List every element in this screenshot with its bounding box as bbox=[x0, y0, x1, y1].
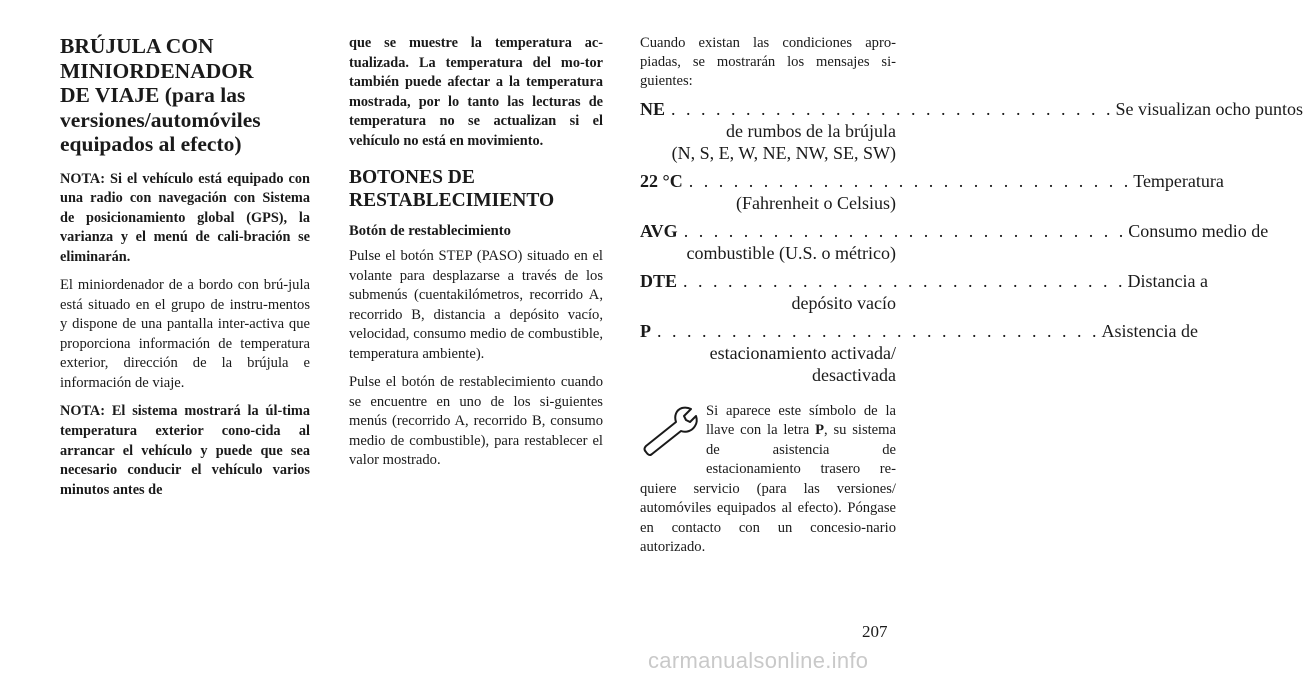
column-1 bbox=[60, 34, 310, 509]
title-line: versiones/automóviles bbox=[60, 107, 261, 132]
message-desc-cont: (Fahrenheit o Celsius) bbox=[736, 192, 896, 213]
message-term: 22 °C bbox=[640, 170, 683, 191]
message-item bbox=[640, 320, 1198, 386]
message-desc: Temperatura bbox=[1133, 170, 1224, 191]
page-number: 207 bbox=[862, 622, 888, 641]
wrench-text-cont: , su sistema de asistencia de estacionamiento trasero re-quiere servicio (para las versiones/ automóviles equipados al efecto). Póngase en contacto con un concesio-nario autorizado. bbox=[640, 422, 896, 556]
message-item bbox=[640, 270, 1208, 314]
leader-dots: . . . . . . . . . . . . . . . . . . . . . . . . . . . . . . bbox=[657, 320, 1100, 341]
message-term: AVG bbox=[640, 220, 678, 241]
note-temperature: NOTA: El sistema mostrará la úl-tima temperatura exterior cono-cida al arrancar el vehículo y puede que sea necesario conducir el vehículo varios minutos antes de bbox=[60, 403, 310, 498]
column-2 bbox=[349, 34, 603, 480]
message-term: DTE bbox=[640, 270, 678, 291]
message-term: NE bbox=[640, 98, 666, 119]
paragraph-step-button: Pulse el botón STEP (PASO) situado en el volante para desplazarse a través de los submenús (cuentakilómetros, recorrido A, recorrido B, distancia a depósito vacío, velocidad, consumo medio de combustible, temperatura ambiente). bbox=[349, 248, 603, 362]
column-3 bbox=[640, 34, 1303, 558]
section-title bbox=[60, 34, 310, 157]
title-line: equipados al efecto) bbox=[60, 132, 242, 156]
watermark: carmanualsonline.info bbox=[648, 648, 869, 673]
message-desc-cont: estacionamiento activada/ bbox=[709, 342, 896, 363]
wrench-warning-paragraph bbox=[640, 402, 896, 558]
section-heading bbox=[349, 166, 603, 212]
message-desc-cont: combustible (U.S. o métrico) bbox=[686, 242, 896, 263]
leader-dots: . . . . . . . . . . . . . . . . . . . . . . . . . . . . . . bbox=[688, 170, 1132, 191]
message-term: P bbox=[640, 320, 651, 341]
message-desc-cont: de rumbos de la brújula bbox=[726, 120, 896, 141]
message-item bbox=[640, 220, 1269, 264]
heading-line: RESTABLECIMIENTO bbox=[349, 189, 555, 211]
wrench-icon bbox=[640, 402, 706, 476]
message-desc-cont: (N, S, E, W, NE, NW, SE, SW) bbox=[671, 142, 896, 163]
leader-dots: . . . . . . . . . . . . . . . . . . . . . . . . . . . . . . bbox=[683, 270, 1126, 291]
wrench-text: Si aparece este símbolo de la llave con la letra bbox=[706, 402, 896, 439]
messages-intro: Cuando existan las condiciones apro-piadas, se mostrarán los mensajes si-guientes: bbox=[640, 35, 896, 90]
message-desc-cont: desactivada bbox=[812, 364, 896, 385]
heading-line: BOTONES DE bbox=[349, 166, 475, 188]
message-desc-cont: depósito vacío bbox=[791, 292, 896, 313]
title-line: MINIORDENADOR bbox=[60, 58, 254, 83]
message-item bbox=[640, 170, 1224, 214]
note-temperature-continued: que se muestre la temperatura ac-tualizada. La temperatura del mo-tor también puede afectar a la temperatura mostrada, por lo tanto las lecturas de temperatura no se actualizan si el vehículo no está en movimiento. bbox=[349, 35, 603, 149]
message-desc: Consumo medio de bbox=[1128, 220, 1269, 241]
leader-dots: . . . . . . . . . . . . . . . . . . . . . . . . . . . . . . bbox=[683, 220, 1127, 241]
message-desc: Se visualizan ocho puntos bbox=[1115, 98, 1303, 119]
message-desc: Asistencia de bbox=[1101, 320, 1198, 341]
message-desc: Distancia a bbox=[1127, 270, 1208, 291]
subheading: Botón de restablecimiento bbox=[349, 222, 511, 239]
message-item bbox=[640, 98, 1303, 164]
wrench-letter: P bbox=[815, 422, 824, 439]
paragraph-reset-button: Pulse el botón de restablecimiento cuando se encuentre en uno de los si-guientes menús (recorrido A, recorrido B, consumo medio de combustible), para restablecer el valor mostrado. bbox=[349, 374, 603, 469]
note-gps: NOTA: Si el vehículo está equipado con una radio con navegación con Sistema de posicionamiento global (GPS), la varianza y el menú de cali-bración se eliminarán. bbox=[60, 170, 310, 265]
leader-dots: . . . . . . . . . . . . . . . . . . . . . . . . . . . . . . bbox=[671, 98, 1114, 119]
title-line: BRÚJULA CON bbox=[60, 34, 214, 58]
paragraph-description: El miniordenador de a bordo con brú-jula está situado en el grupo de instru-mentos y dispone de una pantalla inter-activa que proporciona información de temperatura exterior, dirección de la brújula e información de viaje. bbox=[60, 277, 310, 391]
title-line: DE VIAJE (para las bbox=[60, 83, 246, 107]
